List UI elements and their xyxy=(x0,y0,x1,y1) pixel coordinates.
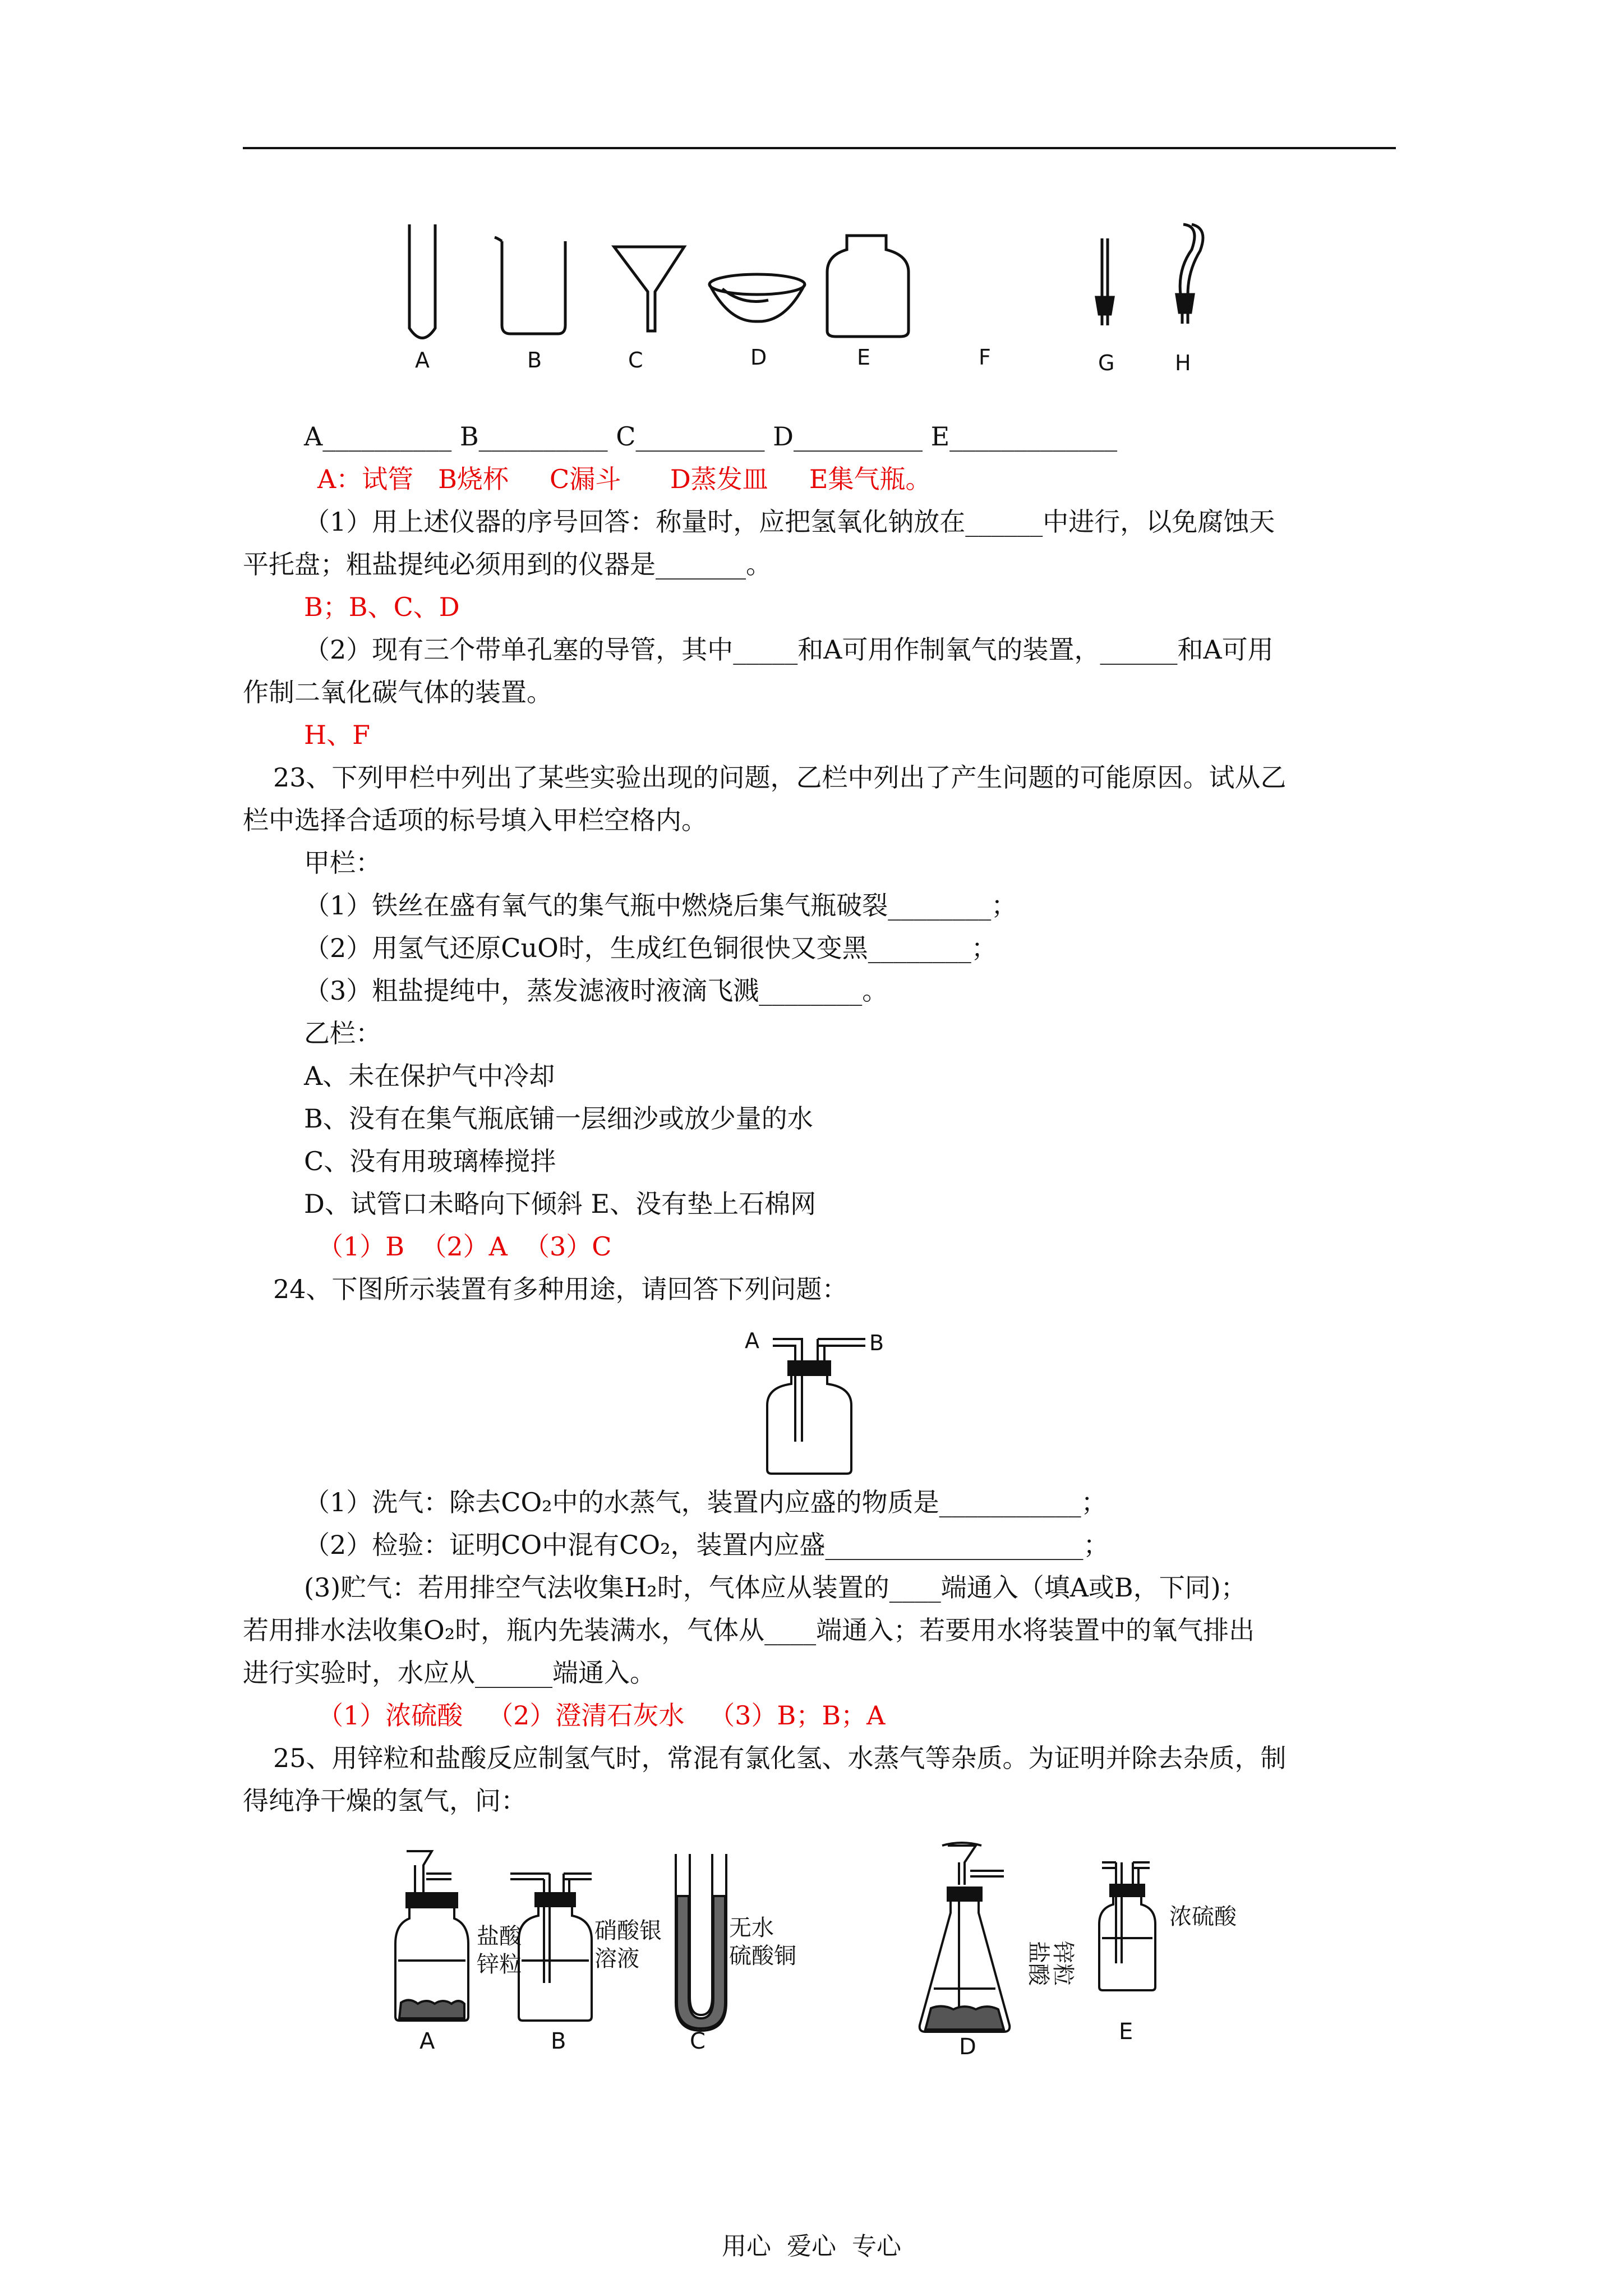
q24-item3-line1: (3)贮气：若用排空气法收集H₂时，气体应从装置的____端通入（填A或B，下同)； xyxy=(304,1572,1247,1603)
q1-line2: 平托盘；粗盐提纯必须用到的仪器是_______。 xyxy=(243,549,772,579)
fig3-label-e: E xyxy=(1119,2019,1133,2045)
fill-blank-row: A__________ B__________ C__________ D__________ E_____________ xyxy=(304,421,1118,452)
fig1-label-b: B xyxy=(527,348,542,372)
label-b-agno3: 硝酸银 xyxy=(594,1918,662,1944)
header-rule xyxy=(243,147,1396,149)
gas-washing-bottle-figure xyxy=(739,1321,907,1481)
answer-q2: H、F xyxy=(304,720,371,750)
page-footer: 用心 爱心 专心 xyxy=(722,2232,901,2261)
apparatus-figure xyxy=(387,1840,1273,2059)
yi-item-c: C、没有用玻璃棒搅拌 xyxy=(304,1146,556,1176)
conical-flask-icon xyxy=(920,1843,1010,2032)
yi-item-b: B、没有在集气瓶底铺一层细沙或放少量的水 xyxy=(304,1103,813,1134)
q2-line2: 作制二氧化碳气体的装置。 xyxy=(243,677,552,707)
fig1-label-a: A xyxy=(415,348,430,372)
jia-item-1: （1）铁丝在盛有氧气的集气瓶中燃烧后集气瓶破裂________； xyxy=(304,890,1017,921)
instruments-figure xyxy=(393,216,1267,384)
q25-line1: 25、用锌粒和盐酸反应制氢气时，常混有氯化氢、水蒸气等杂质。为证明并除去杂质，制 xyxy=(273,1743,1287,1773)
q23-line2: 栏中选择合适项的标号填入甲栏空格内。 xyxy=(243,805,707,835)
answer-q23: （1）B （2）A （3）C xyxy=(317,1231,612,1262)
silver-nitrate-bottle-icon xyxy=(510,1874,592,2021)
u-tube-icon xyxy=(676,1854,726,2031)
answer-q1: B；B、C、D xyxy=(304,592,460,622)
curved-tube-icon xyxy=(1177,224,1203,324)
fig3-label-d: D xyxy=(959,2034,976,2059)
fig1-label-e: E xyxy=(857,345,871,370)
q23-line1: 23、下列甲栏中列出了某些实验出现的问题，乙栏中列出了产生问题的可能原因。试从乙 xyxy=(273,762,1287,793)
fig1-label-c: C xyxy=(628,348,643,372)
q2-line1: （2）现有三个带单孔塞的导管，其中_____和A可用作制氧气的装置，______和A可用 xyxy=(304,634,1274,665)
column-jia-heading: 甲栏： xyxy=(304,848,381,878)
label-c-cuso4: 硫酸铜 xyxy=(729,1943,796,1969)
label-e-h2so4: 浓硫酸 xyxy=(1169,1904,1237,1930)
beaker-icon xyxy=(495,237,565,334)
fig2-label-b: B xyxy=(869,1331,884,1355)
label-a-zinc: 锌粒 xyxy=(477,1952,522,1977)
q25-line2: 得纯净干燥的氢气，问： xyxy=(243,1786,527,1816)
fig1-label-g: G xyxy=(1098,351,1115,375)
fig2-label-a: A xyxy=(745,1328,759,1353)
yi-item-de: D、试管口未略向下倾斜 E、没有垫上石棉网 xyxy=(304,1189,817,1219)
sulfuric-acid-bottle-icon xyxy=(1099,1862,1155,1990)
funnel-icon xyxy=(614,247,684,331)
fig1-label-d: D xyxy=(750,345,767,370)
gas-washing-bottle-icon xyxy=(767,1339,865,1474)
jia-item-2: （2）用氢气还原CuO时，生成红色铜很快又变黑________； xyxy=(304,933,997,963)
gas-bottle-icon xyxy=(827,236,909,337)
jia-item-3: （3）粗盐提纯中，蒸发滤液时液滴飞溅________。 xyxy=(304,976,888,1006)
answer-instruments: A：试管 B烧杯 C漏斗 D蒸发皿 E集气瓶。 xyxy=(317,464,932,494)
straight-tube-icon xyxy=(1096,238,1113,325)
generator-bottle-icon xyxy=(395,1851,468,2021)
label-a-hcl: 盐酸 xyxy=(477,1924,522,1949)
label-d-hcl: 盐酸 xyxy=(1025,1941,1051,1986)
q24-item3-line2: 若用排水法收集O₂时，瓶内先装满水，气体从____端通入；若要用水将装置中的氧气排出 xyxy=(243,1615,1255,1645)
q24-item3-line3: 进行实验时，水应从______端通入。 xyxy=(243,1658,656,1688)
test-tube-icon xyxy=(409,224,435,338)
label-b-solution: 溶液 xyxy=(594,1946,639,1972)
evaporating-dish-icon xyxy=(709,274,805,321)
label-c-anhydrous: 无水 xyxy=(729,1915,774,1941)
fig3-label-c: C xyxy=(690,2028,706,2054)
q24-item2: （2）检验：证明CO中混有CO₂，装置内应盛____________________； xyxy=(304,1530,1109,1560)
fig3-label-b: B xyxy=(551,2028,566,2054)
fig1-label-h: H xyxy=(1175,351,1191,375)
q24-item1: （1）洗气：除去CO₂中的水蒸气，装置内应盛的物质是___________； xyxy=(304,1487,1107,1517)
column-yi-heading: 乙栏： xyxy=(304,1018,381,1048)
label-d-zinc: 锌粒 xyxy=(1050,1941,1076,1986)
answer-q24: （1）浓硫酸 （2）澄清石灰水 （3）B；B；A xyxy=(317,1700,886,1731)
yi-item-a: A、未在保护气中冷却 xyxy=(304,1061,555,1091)
q1-line1: （1）用上述仪器的序号回答：称量时，应把氢氧化钠放在______中进行，以免腐蚀天 xyxy=(304,507,1275,537)
fig3-label-a: A xyxy=(419,2028,435,2054)
fig1-label-f: F xyxy=(979,345,991,370)
q24-intro: 24、下图所示装置有多种用途，请回答下列问题： xyxy=(273,1274,848,1304)
